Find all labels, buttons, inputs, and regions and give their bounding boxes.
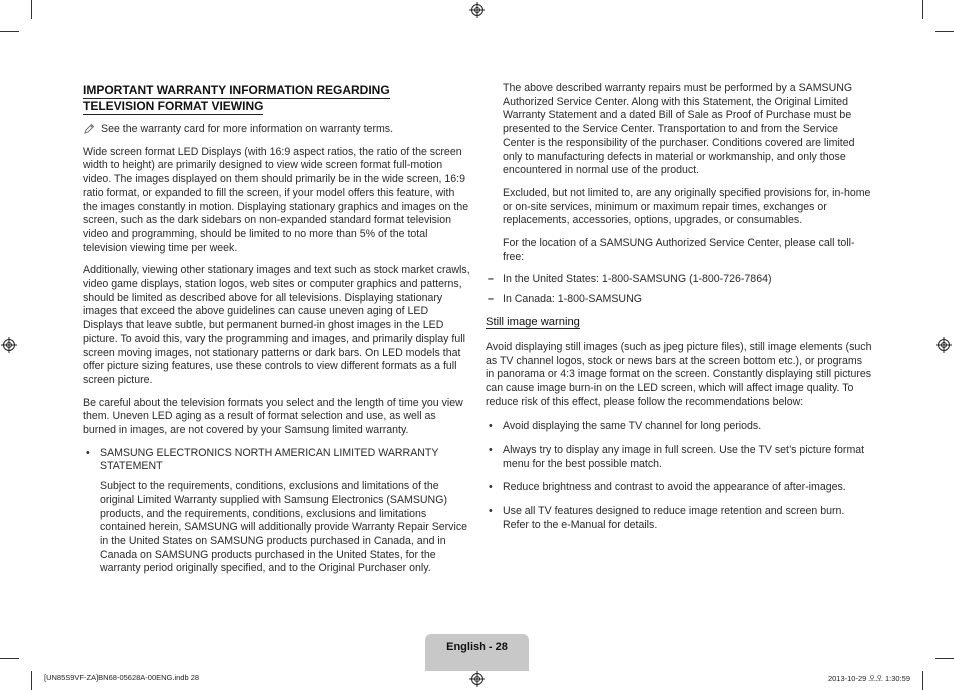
- subheading-text: Still image warning: [486, 315, 580, 328]
- bullet-icon: •: [489, 420, 493, 433]
- print-footer-right: 2013-10-29 오오 1:30:59: [827, 674, 910, 683]
- crop-mark: [0, 31, 19, 32]
- paragraph: Excluded, but not limited to, are any originally specified provisions for, in-home or on-site services, minimum or maximum repair times, exchanges or replacements, accessories, options, upgrades, or consumables.: [503, 186, 871, 227]
- list-item: [486, 481, 872, 495]
- bullet-icon: •: [86, 446, 90, 459]
- crop-mark: [922, 671, 923, 690]
- paragraph: For the location of a SAMSUNG Authorized Service Center, please call toll-free:: [503, 237, 855, 263]
- registration-mark-icon: [469, 671, 485, 687]
- heading-line-2: TELEVISION FORMAT VIEWING: [83, 99, 264, 113]
- note: [83, 123, 471, 137]
- bullet-text: Avoid displaying the same TV channel for long periods.: [503, 420, 762, 433]
- warranty-continuation: [486, 82, 872, 264]
- list-item: [486, 444, 872, 471]
- right-column: [486, 82, 872, 543]
- section-heading: [83, 83, 471, 115]
- print-footer-left: [UN85S9VF-ZA]BN68-05628A-00ENG.indb 28: [44, 673, 200, 682]
- list-item: [486, 293, 872, 307]
- warranty-statement-title: SAMSUNG ELECTRONICS NORTH AMERICAN LIMITED WARRANTY STATEMENT: [100, 446, 439, 473]
- heading-line-1: IMPORTANT WARRANTY INFORMATION REGARDING: [83, 83, 390, 97]
- crop-mark: [935, 658, 954, 659]
- paragraph: Be careful about the television formats you select and the length of time you view them. Uneven LED aging as a result of format selection and use, as well as burned in images, are not covered by your Samsung limited warranty.: [83, 396, 463, 437]
- list-item: [486, 273, 872, 287]
- paragraph: Avoid displaying still images (such as jpeg picture files), still image elements (such as TV channel logos, stock or news bars at the screen bottom etc.), or programs in panorama or 4:3 image format on the screen. Constantly displaying still pictures can cause image burn-in on the LED screen, which will affect image quality. To reduce risk of this effect, please follow the recommendations below:: [486, 340, 872, 408]
- paragraph: Wide screen format LED Displays (with 16:9 aspect ratios, the ratio of the screen width to height) are primarily designed to view wide screen format full-motion video. The images displayed on them should primarily be in the wide screen, 16:9 ratio format, or expanded to fill the screen, if your model offers this feature, with the images constantly in motion. Displaying stationary graphics and images on the screen, such as the dark sidebars on non-expanded standard format television video and programming, should be limited to no more than 5% of the total television viewing time per week.: [83, 145, 469, 254]
- crop-mark: [31, 0, 32, 19]
- left-column: [83, 83, 471, 585]
- pencil-note-icon: [83, 123, 95, 135]
- paragraph: The above described warranty repairs must be performed by a SAMSUNG Authorized Service Center. Along with this Statement, the Original Limited Warranty Statement and a dated Bill of Sale as Proof of Purchase must be presented to the Service Center. Transportation to and from the Service Center is the responsibility of the purchaser. Conditions covered are limited only to manufacturing defects in material or workmanship, and only those encountered in normal use of the product.: [503, 82, 855, 177]
- dash-icon: –: [488, 273, 494, 286]
- list-item: [486, 505, 872, 532]
- crop-mark: [922, 0, 923, 19]
- crop-mark: [935, 31, 954, 32]
- bullet-text: Always try to display any image in full screen. Use the TV set’s picture format menu for the best possible match.: [503, 444, 865, 470]
- warranty-statement-body: Subject to the requirements, conditions, exclusions and limitations of the original Limited Warranty supplied with Samsung Electronics (SAMSUNG) products, and the requirements, conditions, exclusions and limitations contained herein, SAMSUNG will additionally provide Warranty Repair Service in the United States on SAMSUNG products purchased in Canada, and in Canada on SAMSUNG products purchased in the United States, for the warranty period originally specified, and to the Original Purchaser only.: [100, 480, 468, 575]
- registration-mark-icon: [469, 2, 485, 18]
- registration-mark-icon: [936, 337, 952, 353]
- paragraph: Additionally, viewing other stationary images and text such as stock market crawls, video game displays, station logos, web sites or computer graphics and patterns, should be limited as described above for all televisions. Displaying stationary images that exceed the above guidelines can cause uneven aging of LED Displays that leave subtle, but permanent burned-in ghost images in the LED picture. To avoid this, vary the programming and images, and primarily display full screen moving images, not stationary patterns or dark bars. On LED models that offer picture sizing features, use these controls to view different formats as a full screen picture.: [83, 264, 470, 386]
- crop-mark: [0, 658, 19, 659]
- still-image-heading: [486, 315, 872, 329]
- list-item: [83, 447, 471, 474]
- canada-phone: In Canada: 1-800-SAMSUNG: [503, 293, 642, 306]
- note-text: See the warranty card for more information on warranty terms.: [101, 123, 394, 135]
- bullet-text: Reduce brightness and contrast to avoid the appearance of after-images.: [503, 481, 846, 494]
- bullet-text: Use all TV features designed to reduce image retention and screen burn. Refer to the e-Manual for details.: [503, 505, 845, 531]
- us-phone: In the United States: 1-800-SAMSUNG (1-800-726-7864): [503, 273, 772, 286]
- bullet-icon: •: [489, 505, 493, 518]
- bullet-icon: •: [489, 481, 493, 494]
- registration-mark-icon: [1, 337, 17, 353]
- page-number-badge: English - 28: [425, 634, 529, 671]
- bullet-icon: •: [489, 444, 493, 457]
- crop-mark: [31, 671, 32, 690]
- dash-icon: –: [488, 293, 494, 306]
- list-item: [486, 420, 872, 434]
